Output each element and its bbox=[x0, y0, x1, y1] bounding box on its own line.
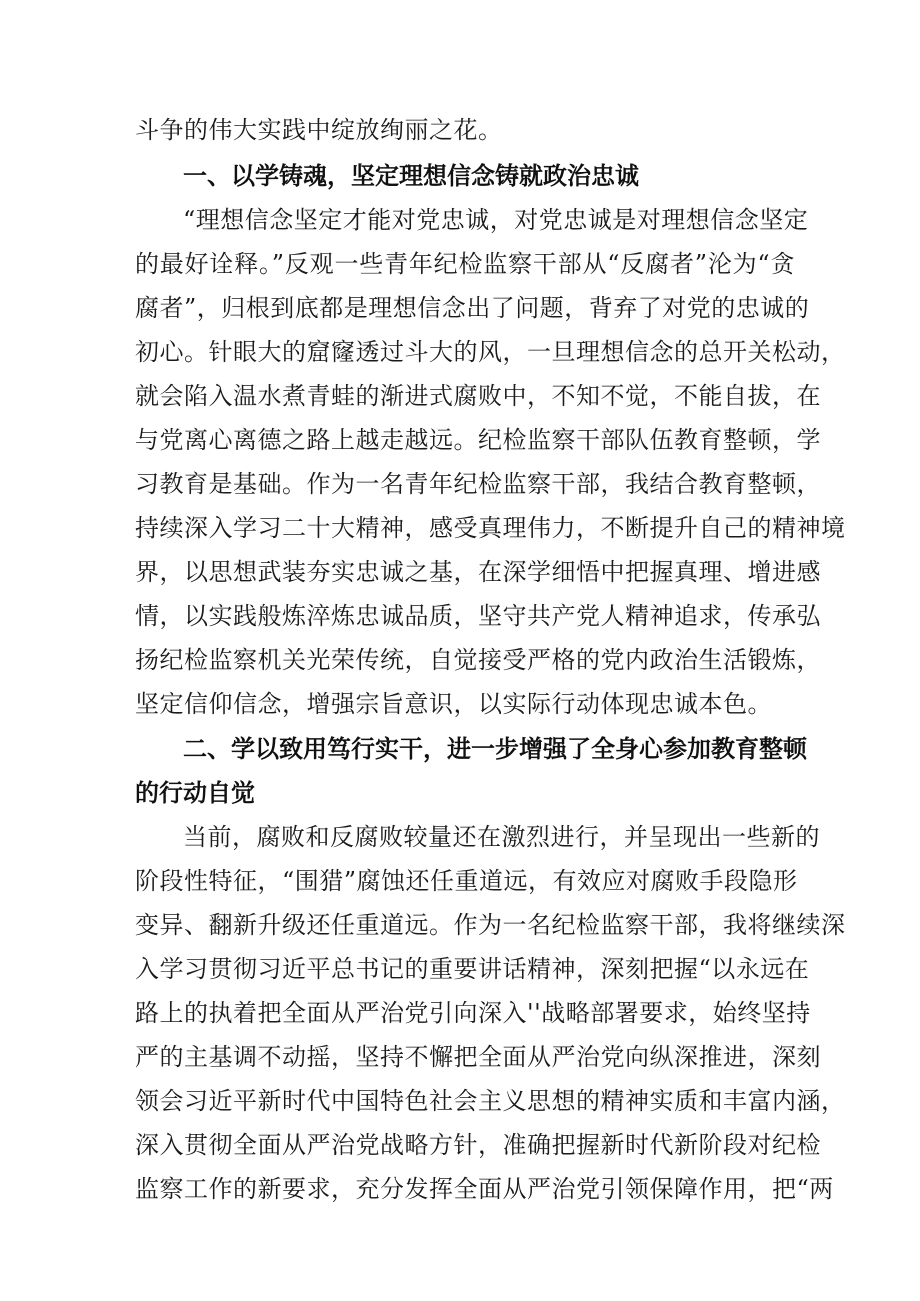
section-heading-1: 一、以学铸魂，坚定理想信念铸就政治忠诚 bbox=[183, 162, 639, 190]
text-line: 的最好诠释。”反观一些青年纪检监察干部从“反腐者”沦为“贪 bbox=[135, 250, 795, 278]
text-line: 持续深入学习二十大精神，感受真理伟力，不断提升自己的精神境 bbox=[135, 514, 846, 542]
text-line: 初心。针眼大的窟窿透过斗大的风，一旦理想信念的总开关松动， bbox=[135, 338, 846, 366]
text-line: 严的主基调不动摇，坚持不懈把全面从严治党向纵深推进，深刻 bbox=[135, 1043, 821, 1071]
text-line: 就会陷入温水煮青蛙的渐进式腐败中，不知不觉，不能自拔，在 bbox=[135, 382, 821, 410]
text-line: 领会习近平新时代中国特色社会主义思想的精神实质和丰富内涵， bbox=[135, 1087, 846, 1115]
text-line: 深入贯彻全面从严治党战略方针，准确把握新时代新阶段对纪检 bbox=[135, 1131, 821, 1159]
section-heading-2-continued: 的行动自觉 bbox=[135, 779, 255, 807]
text-line: 与党离心离德之路上越走越远。纪检监察干部队伍教育整顿，学 bbox=[135, 426, 821, 454]
text-line: 变异、翻新升级还任重道远。作为一名纪检监察干部，我将继续深 bbox=[135, 911, 846, 939]
text-line: 当前，腐败和反腐败较量还在激烈进行，并呈现出一些新的 bbox=[183, 823, 820, 851]
text-line: 界，以思想武装夯实忠诚之基，在深学细悟中把握真理、增进感 bbox=[135, 558, 821, 586]
text-line: 斗争的伟大实践中绽放绚丽之花。 bbox=[135, 116, 503, 144]
text-line: 情，以实践般炼淬炼忠诚品质，坚守共产党人精神追求，传承弘 bbox=[135, 602, 821, 630]
text-line: 扬纪检监察机关光荣传统，自觉接受严格的党内政治生活锻炼， bbox=[135, 646, 821, 674]
text-line: “理想信念坚定才能对党忠诚，对党忠诚是对理想信念坚定 bbox=[183, 206, 809, 234]
text-line: 习教育是基础。作为一名青年纪检监察干部，我结合教育整顿， bbox=[135, 470, 821, 498]
text-line: 监察工作的新要求，充分发挥全面从严治党引领保障作用，把“两 bbox=[135, 1175, 834, 1203]
text-line: 入学习贯彻习近平总书记的重要讲话精神，深刻把握“以永远在 bbox=[135, 955, 810, 983]
text-line: 阶段性特征，“围猎”腐蚀还任重道远，有效应对腐败手段隐形 bbox=[135, 867, 798, 895]
text-line: 路上的执着把全面从严治党引向深入''战略部署要求，始终坚持 bbox=[135, 999, 811, 1027]
text-line: 坚定信仰信念，增强宗旨意识，以实际行动体现忠诚本色。 bbox=[135, 690, 772, 718]
section-heading-2: 二、学以致用笃行实干，进一步增强了全身心参加教育整顿 bbox=[183, 735, 807, 763]
text-line: 腐者”，归根到底都是理想信念出了问题，背弃了对党的忠诚的 bbox=[135, 294, 810, 322]
